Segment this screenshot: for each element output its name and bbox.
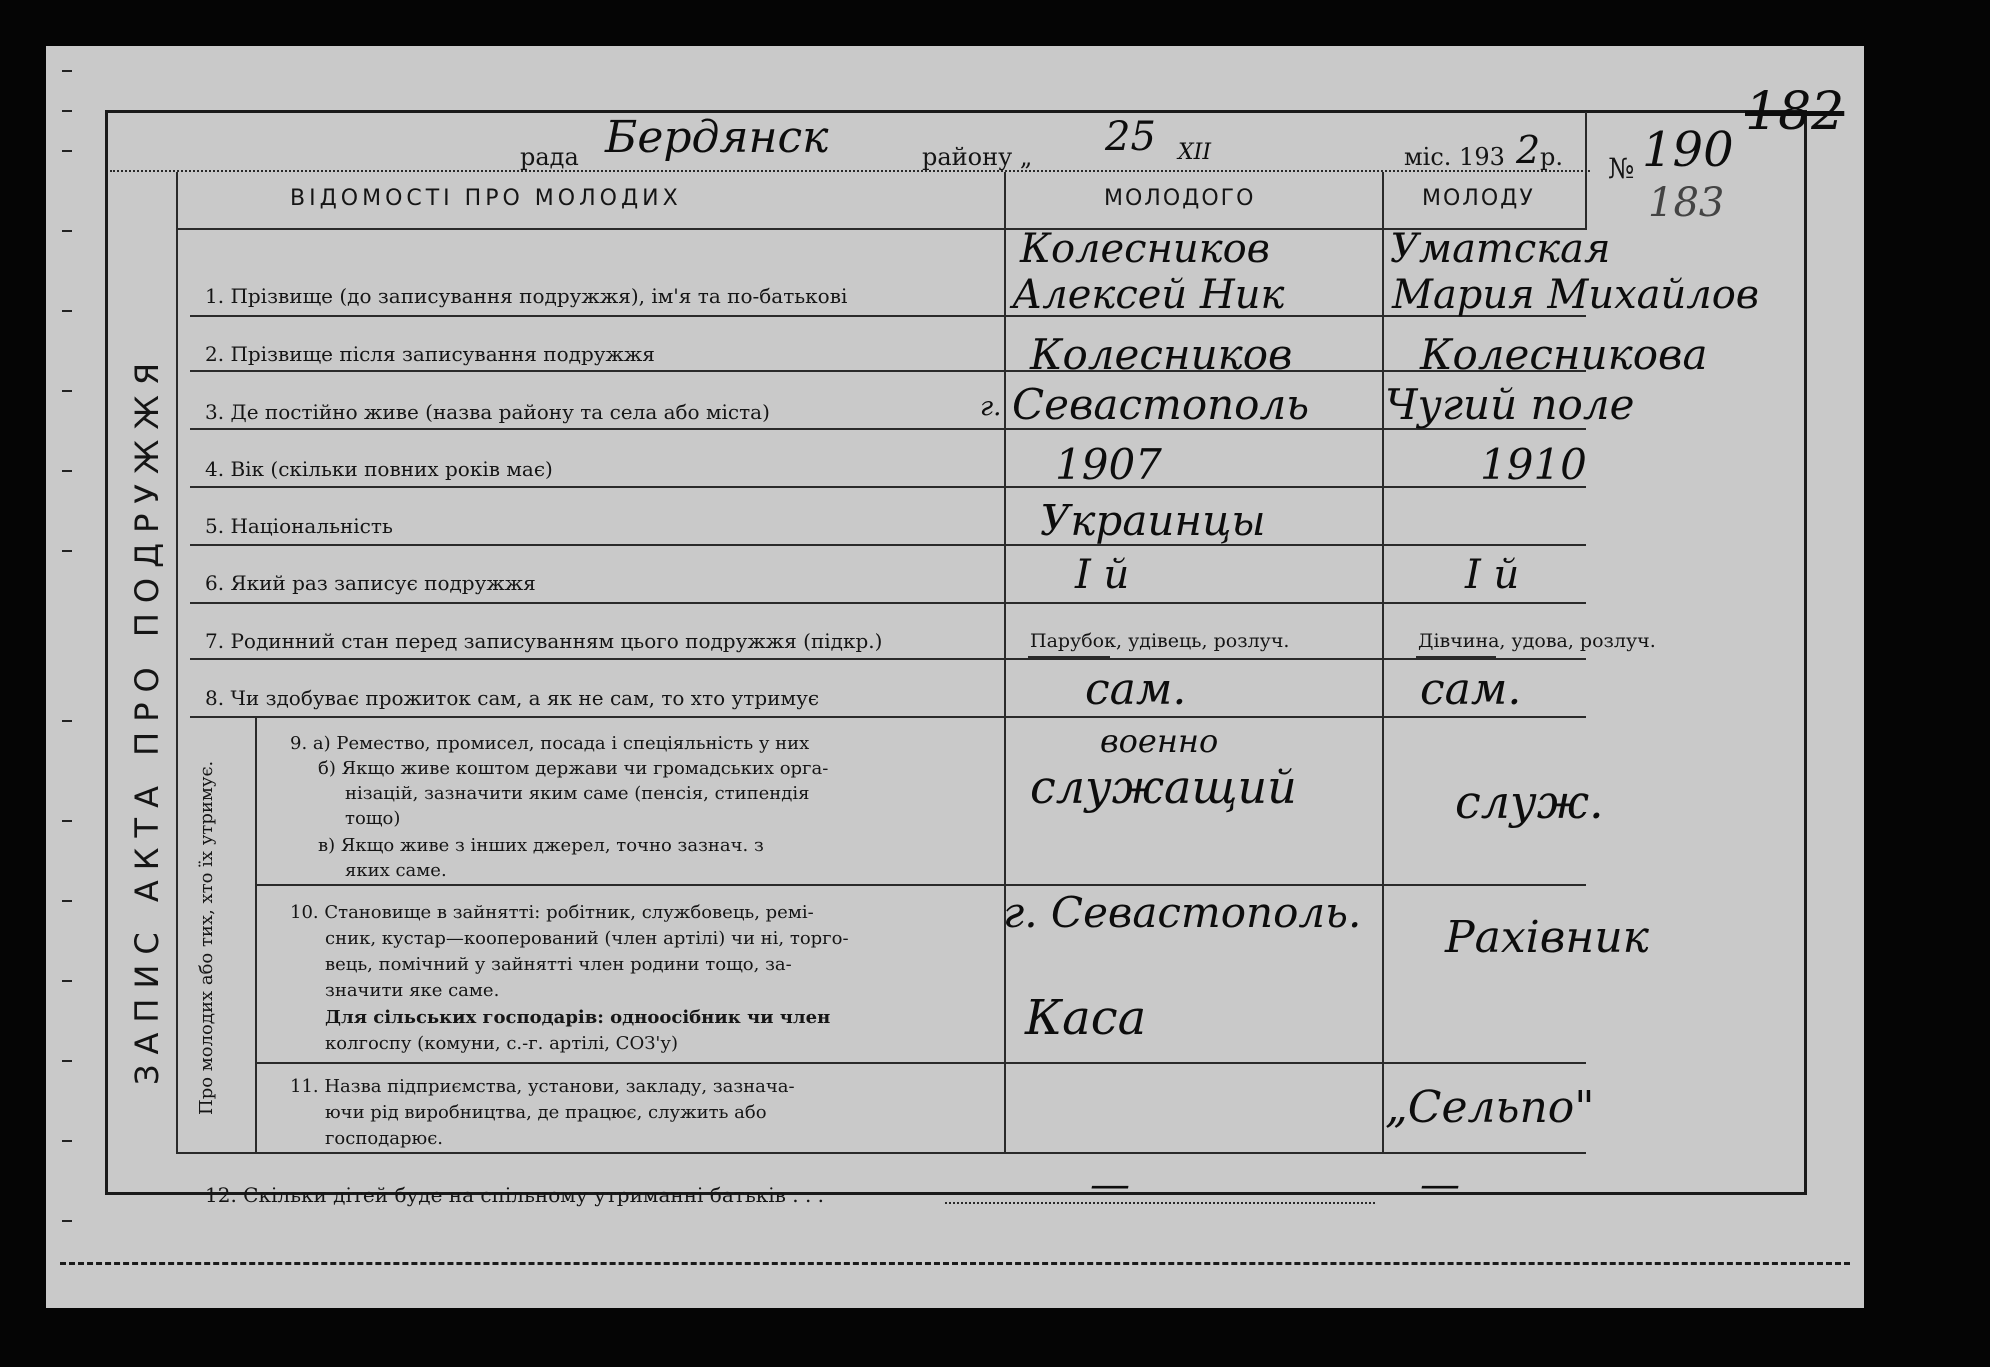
bride-employment: Рахівник bbox=[1445, 912, 1649, 963]
groom-support: сам. bbox=[1085, 664, 1187, 715]
no-value: 190 bbox=[1642, 122, 1734, 178]
row4-label: 4. Вік (скільки повних років має) bbox=[205, 457, 553, 481]
groom-status-underline bbox=[1028, 656, 1110, 658]
groom-nationality: Украинцы bbox=[1040, 496, 1266, 545]
bride-support: сам. bbox=[1420, 664, 1522, 715]
groom-children: — bbox=[1090, 1162, 1130, 1208]
bride-surname-before: Уматская bbox=[1390, 226, 1611, 272]
groom-residence: Севастополь bbox=[1012, 380, 1310, 429]
bride-birth-year: 1910 bbox=[1480, 440, 1587, 489]
date-day: 25 bbox=[1105, 114, 1156, 160]
row7-label: 7. Родинний стан перед записуванням цього подружжя (підкр.) bbox=[205, 629, 883, 653]
r-label: р. bbox=[1540, 143, 1563, 171]
groom-residence-prefix: г. bbox=[980, 392, 1002, 422]
bottom-dashed-edge bbox=[60, 1262, 1850, 1265]
groom-marriage-count: I й bbox=[1075, 552, 1130, 598]
col-info-header: ВІДОМОСТІ ПРО МОЛОДИХ bbox=[290, 186, 682, 211]
no-note: 183 bbox=[1648, 180, 1725, 226]
bride-marriage-count: I й bbox=[1465, 552, 1520, 598]
row8-label: 8. Чи здобуває прожиток сам, а як не сам, то хто утримує bbox=[205, 686, 820, 710]
row2-label: 2. Прізвище після записування подружжя bbox=[205, 342, 655, 366]
side-group-label: Про молодих або тих, хто їх утримує. bbox=[196, 760, 217, 1115]
col-bride-header: МОЛОДУ bbox=[1422, 186, 1535, 211]
row3-label: 3. Де постійно живе (назва району та села або міста) bbox=[205, 400, 770, 424]
number-box-divider bbox=[1585, 112, 1587, 230]
bride-name: Мария Михайлов bbox=[1392, 272, 1760, 318]
groom-name: Алексей Ник bbox=[1012, 272, 1285, 318]
bride-marital-status: Дівчина, удова, розлуч. bbox=[1418, 630, 1656, 652]
year-digit: 2 bbox=[1516, 128, 1541, 172]
row12-label: 12. Скільки дітей буде на спільному утриманні батьків . . . bbox=[205, 1183, 825, 1207]
groom-surname-after: Колесников bbox=[1030, 330, 1293, 379]
header-underline bbox=[110, 170, 1590, 172]
rada-label: рада bbox=[520, 143, 579, 171]
bride-column-divider bbox=[1382, 172, 1384, 1152]
rada-value: Бердянск bbox=[605, 112, 829, 163]
groom-employment-line2: Каса bbox=[1025, 990, 1147, 1046]
bride-status-underline bbox=[1416, 656, 1496, 658]
row1-label: 1. Прізвище (до записування подружжя), ім'я та по-батькові bbox=[205, 284, 848, 308]
groom-surname-before: Колесников bbox=[1020, 226, 1270, 272]
row12-dotted-line bbox=[945, 1202, 1375, 1204]
col-groom-header: МОЛОДОГО bbox=[1104, 186, 1256, 211]
row5-label: 5. Національність bbox=[205, 514, 393, 538]
groom-employment-line1: г. Севастополь. bbox=[1003, 888, 1362, 937]
no-label: № bbox=[1608, 152, 1635, 185]
header-row-line bbox=[176, 228, 1586, 230]
groom-occupation-line1: военно bbox=[1100, 722, 1219, 760]
groom-marital-status: Парубок, удівець, розлуч. bbox=[1030, 630, 1290, 652]
bride-occupation: служ. bbox=[1455, 775, 1604, 829]
mis-label: міс. 193 bbox=[1404, 143, 1505, 171]
bride-children: — bbox=[1420, 1162, 1460, 1208]
bride-workplace: „Сельпо" bbox=[1385, 1082, 1595, 1133]
group-column-divider bbox=[255, 718, 257, 1153]
groom-birth-year: 1907 bbox=[1055, 440, 1162, 489]
left-column-divider bbox=[176, 172, 178, 1152]
bride-residence: Чугий поле bbox=[1385, 380, 1635, 429]
date-month: XII bbox=[1178, 140, 1212, 165]
groom-occupation-line2: служащий bbox=[1030, 760, 1297, 814]
groom-column-divider bbox=[1004, 172, 1006, 1152]
row6-label: 6. Який раз записує подружжя bbox=[205, 571, 536, 595]
bride-surname-after: Колесникова bbox=[1420, 330, 1708, 379]
side-title: ЗАПИС АКТА ПРО ПОДРУЖЖЯ bbox=[128, 352, 166, 1085]
raion-label: району „ bbox=[922, 143, 1033, 171]
no-struck: 182 bbox=[1745, 82, 1845, 142]
